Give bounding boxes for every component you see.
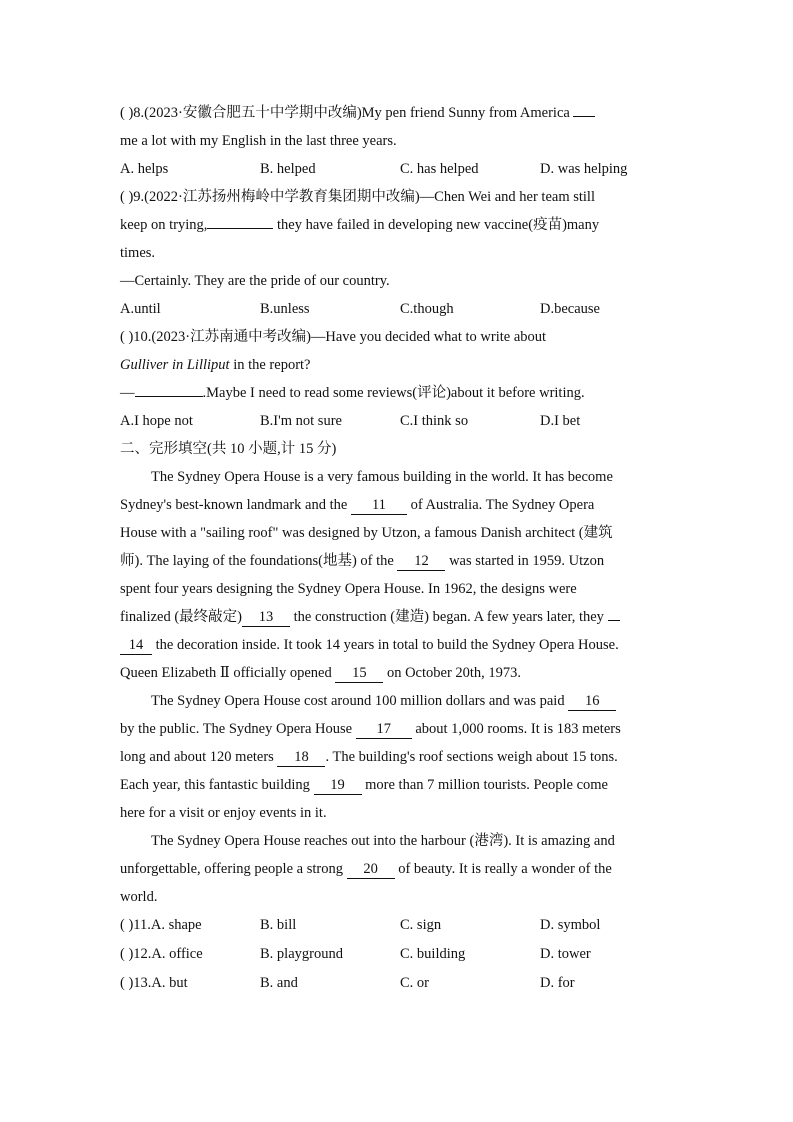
q10-option-d: D.I bet [540,413,581,429]
blank-12: 12 [397,552,445,571]
question-9 [120,183,680,323]
q8-option-a: A. helps [120,161,169,177]
q13-option-c: C. or [400,975,429,991]
q9-stem-line1: ( )9.(2022·江苏扬州梅岭中学教育集团期中改编)—Chen Wei and her team still [120,189,595,205]
passage-line: here for a visit or enjoy events in it. [120,805,327,821]
passage-line: long and about 120 meters 18 . The building's roof sections weigh about 15 tons. [120,749,618,765]
q8-option-c: C. has helped [400,161,479,177]
passage-line: Sydney's best-known landmark and the 11 of Australia. The Sydney Opera [120,497,595,513]
q9-option-a: A.until [120,301,161,317]
question-8 [120,99,680,183]
q12-option-a: ( )12.A. office [120,946,203,962]
q8-option-b: B. helped [260,161,316,177]
q12-options [120,940,680,969]
q8-stem-line2: me a lot with my English in the last three years. [120,133,397,149]
passage-line: by the public. The Sydney Opera House 17 about 1,000 rooms. It is 183 meters [120,721,621,737]
section-heading: 二、完形填空(共 10 小题,计 15 分) [120,441,337,457]
q9-stem-line2b: they have failed in developing new vaccine(疫苗)many [273,217,600,233]
q9-option-d: D.because [540,301,600,317]
blank-20: 20 [347,860,395,879]
passage-line: The Sydney Opera House is a very famous building in the world. It has become [151,469,613,485]
passage-line: world. [120,889,158,905]
q9-stem-line2a: keep on trying, [120,217,208,233]
q11-option-d: D. symbol [540,917,601,933]
passage-line: Queen Elizabeth Ⅱ officially opened 15 on October 20th, 1973. [120,665,522,681]
blank-16: 16 [568,692,616,711]
q10-dash: — [120,385,135,401]
blank-13: 13 [242,608,290,627]
q10-option-b: B.I'm not sure [260,413,342,429]
passage-line: 14 the decoration inside. It took 14 years in total to build the Sydney Opera House. [120,631,680,659]
q9-option-c: C.though [400,301,454,317]
answer-blank [573,116,595,117]
q13-option-d: D. for [540,975,575,991]
passage-line: The Sydney Opera House reaches out into the harbour (港湾). It is amazing and [151,833,615,849]
q12-option-b: B. playground [260,946,343,962]
passage-line: The Sydney Opera House cost around 100 million dollars and was paid 16 [120,687,680,715]
q9-stem-line3: times. [120,245,156,261]
passage-line: Each year, this fantastic building 19 more than 7 million tourists. People come [120,777,608,793]
q10-option-a: A.I hope not [120,413,193,429]
q10-stem-line3: .Maybe I need to read some reviews(评论)about it before writing. [202,385,585,401]
q12-option-d: D. tower [540,946,591,962]
blank-15: 15 [335,664,383,683]
blank-17: 17 [356,720,412,739]
passage-line: 师). The laying of the foundations(地基) of the 12 was started in 1959. Utzon [120,553,605,569]
q8-option-d: D. was helping [540,161,628,177]
q10-stem-line1: ( )10.(2023·江苏南通中考改编)—Have you decided what to write about [120,329,547,345]
q11-option-a: ( )11.A. shape [120,917,202,933]
passage-paragraph-3 [120,827,680,911]
passage-line: finalized (最终敲定) 13 the construction (建造) began. A few years later, they [120,603,680,631]
q8-stem-line1: ( )8.(2023·安徽合肥五十中学期中改编)My pen friend Sunny from America [120,105,574,121]
question-10 [120,323,680,435]
q12-option-c: C. building [400,946,466,962]
q13-option-b: B. and [260,975,298,991]
passage-line: unforgettable, offering people a strong 20 of beauty. It is really a wonder of the [120,861,612,877]
passage-paragraph-1 [120,463,680,687]
q11-option-b: B. bill [260,917,297,933]
q10-option-c: C.I think so [400,413,469,429]
q13-options [120,969,680,998]
blank-11: 11 [351,496,407,515]
q11-options [120,911,680,940]
answer-blank [207,228,273,229]
q10-stem-line2: in the report? [229,357,311,373]
q8-options [120,155,680,183]
blank-19: 19 [314,776,362,795]
passage-paragraph-2 [120,687,680,827]
document-content [120,99,680,998]
passage-line: spent four years designing the Sydney Opera House. In 1962, the designs were [120,581,577,597]
answer-blank [135,396,203,397]
q10-options [120,407,680,435]
q9-options [120,295,680,323]
q13-option-a: ( )13.A. but [120,975,188,991]
blank-14: 14 [120,636,152,655]
blank-18: 18 [277,748,325,767]
passage-line: House with a "sailing roof" was designed by Utzon, a famous Danish architect (建筑 [120,525,613,541]
q10-book-title: Gulliver in Lilliput [120,357,230,373]
q9-stem-line4: —Certainly. They are the pride of our country. [120,273,390,289]
q11-option-c: C. sign [400,917,442,933]
q9-option-b: B.unless [260,301,310,317]
